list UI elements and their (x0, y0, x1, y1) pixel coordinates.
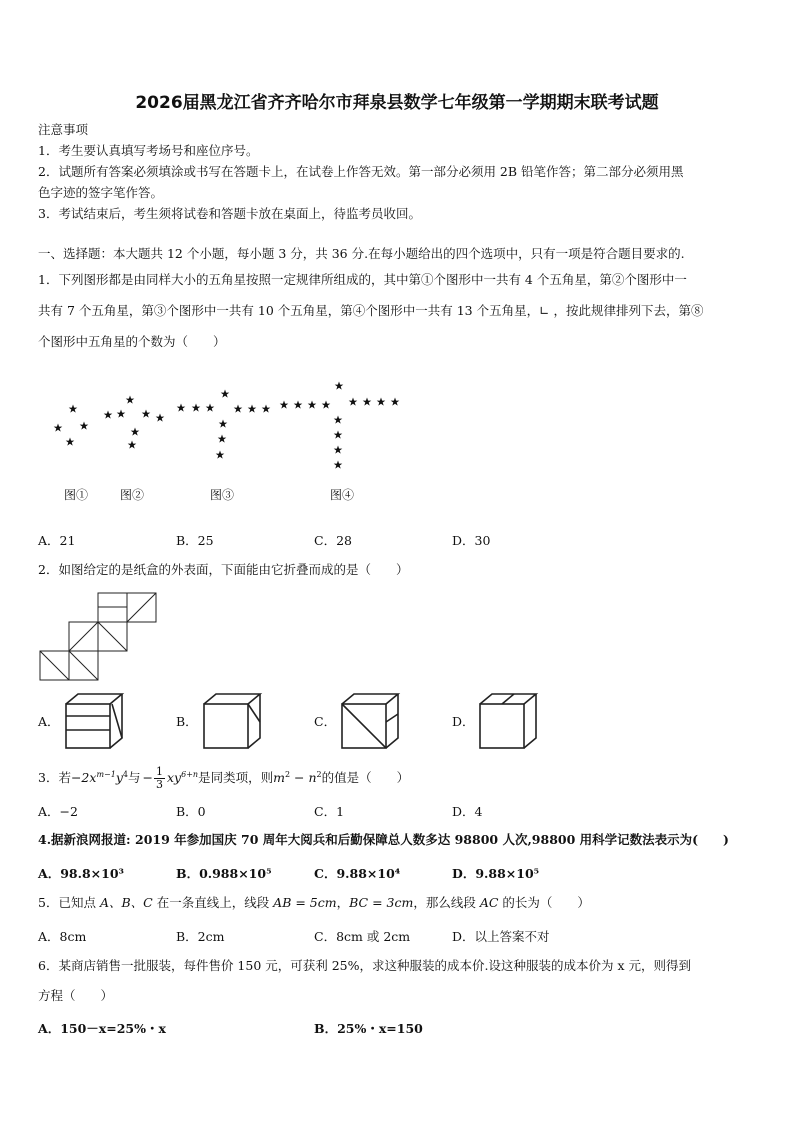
q3-math: y (115, 770, 123, 785)
q1-option-a: A．21 (38, 533, 76, 548)
q2-net-diagram (38, 592, 168, 687)
q5-text: ，那么线段 (413, 895, 480, 910)
q3-fraction: − $\frac{1}{3}$ (142, 765, 163, 791)
notice-item: 色字迹的签字笔作答。 (38, 185, 164, 200)
q3-stem (38, 766, 409, 791)
q3-option-a: A．−2 (38, 804, 78, 819)
q2-cube-d (478, 692, 540, 750)
q5-text: 5．已知点 (38, 895, 100, 910)
q3-math: m (273, 770, 285, 785)
q5-option-d: D．以上答案不对 (452, 929, 550, 944)
star-figure-2 (104, 396, 165, 449)
q5-stem (38, 895, 590, 911)
star-figure-4 (280, 382, 400, 469)
q2-cube-a (64, 692, 126, 750)
q4-option-c: C．9.88×10⁴ (314, 866, 401, 881)
q5-option-a: A．8cm (38, 929, 87, 944)
q3-option-b: B．0 (176, 804, 206, 819)
q3-frac-num: 1 (155, 765, 163, 778)
q3-text: 的值是（ ） (321, 770, 410, 785)
q1-star-figures (48, 378, 408, 488)
q5-option-b: B．2cm (176, 929, 225, 944)
q1-option-c: C．28 (314, 533, 352, 548)
q4-stem: 4.据新浪网报道: 2019 年参加国庆 70 周年大阅兵和后勤保障总人数多达 98800 人次,98800 用科学记数法表示为( ) (38, 832, 729, 847)
q2-cube-b (202, 692, 264, 750)
q2-option-a-label: A． (38, 714, 60, 729)
q3-frac-den: 3 (155, 778, 163, 791)
q5-option-c: C．8cm 或 2cm (314, 929, 411, 944)
q3-math: 2 (316, 769, 322, 779)
q3-math: 6+n (181, 769, 199, 779)
q3-math: − (290, 770, 309, 785)
q3-math: 2 (284, 769, 291, 779)
q1-option-b: B．25 (176, 533, 214, 548)
q5-text: 在一条直线上，线段 (152, 895, 274, 910)
q3-text: 是同类项，则 (198, 770, 274, 785)
q2-option-d-label: D． (452, 714, 475, 729)
section-heading: 一、选择题：本大题共 12 个小题，每小题 3 分，共 36 分.在每小题给出的四个选项中，只有一项是符合题目要求的. (38, 246, 685, 261)
figure-label: 图① (64, 488, 89, 502)
q5-math: AC (479, 895, 499, 910)
q4-option-b: B．0.988×10⁵ (176, 866, 272, 881)
page-title: 2026届黑龙江省齐齐哈尔市拜泉县数学七年级第一学期期末联考试题 (135, 93, 659, 113)
notice-item: 3．考试结束后，考生须将试卷和答题卡放在桌面上，待监考员收回。 (38, 206, 421, 221)
notice-heading: 注意事项 (38, 122, 89, 137)
star-figure-1 (54, 405, 89, 446)
q4-option-a: A．98.8×10³ (38, 866, 124, 881)
q4-option-d: D．9.88×10⁵ (452, 866, 540, 881)
q5-text: ， (336, 895, 350, 910)
q1-stem-line: 1．下列图形都是由同样大小的五角星按照一定规律所组成的，其中第①个图形中一共有 4 个五角星，第②个图形中一 (38, 272, 687, 287)
notice-item: 2．试题所有答案必须填涂或书写在答题卡上，在试卷上作答无效。第一部分必须用 2B 铅笔作答；第二部分必须用黑 (38, 164, 684, 179)
q1-stem-line: 共有 7 个五角星，第③个图形中一共有 10 个五角星，第④个图形中一共有 13 个五角星，∟ ，按此规律排列下去，第⑧ (38, 303, 704, 318)
star-figure-3 (177, 390, 271, 459)
q2-cube-c (340, 692, 402, 750)
figure-label: 图③ (210, 488, 235, 502)
q2-option-c-label: C． (314, 714, 337, 729)
q6-stem-line: 方程（ ） (38, 988, 114, 1003)
q3-math: xy (166, 770, 182, 785)
q2-stem: 2．如图给定的是纸盒的外表面，下面能由它折叠而成的是（ ） (38, 562, 409, 577)
figure-label: 图② (120, 488, 145, 502)
q3-text: 与 (127, 770, 141, 785)
q6-option-a: A．150－x=25%・x (38, 1021, 166, 1036)
q5-text: 的长为（ ） (498, 895, 590, 910)
q5-math: A、B、C (99, 895, 153, 910)
figure-label: 图④ (330, 488, 355, 502)
q1-stem-line: 个图形中五角星的个数为（ ） (38, 334, 226, 349)
q1-option-d: D．30 (452, 533, 491, 548)
q3-math: 4 (122, 769, 128, 779)
q3-math: −2x (70, 770, 97, 785)
q3-math: m−1 (96, 769, 116, 779)
q3-text: 3．若 (38, 770, 71, 785)
q5-math: AB = 5cm (273, 895, 337, 910)
q3-option-d: D．4 (452, 804, 483, 819)
q6-stem-line: 6．某商店销售一批服装，每件售价 150 元，可获利 25%，求这种服装的成本价.设这种服装的成本价为 x 元，则得到 (38, 958, 691, 973)
q6-option-b: B．25%・x=150 (314, 1021, 423, 1036)
q5-math: BC = 3cm (349, 895, 414, 910)
notice-item: 1．考生要认真填写考场号和座位序号。 (38, 143, 259, 158)
q3-option-c: C．1 (314, 804, 345, 819)
q2-option-b-label: B． (176, 714, 198, 729)
q3-math: n (308, 770, 317, 785)
